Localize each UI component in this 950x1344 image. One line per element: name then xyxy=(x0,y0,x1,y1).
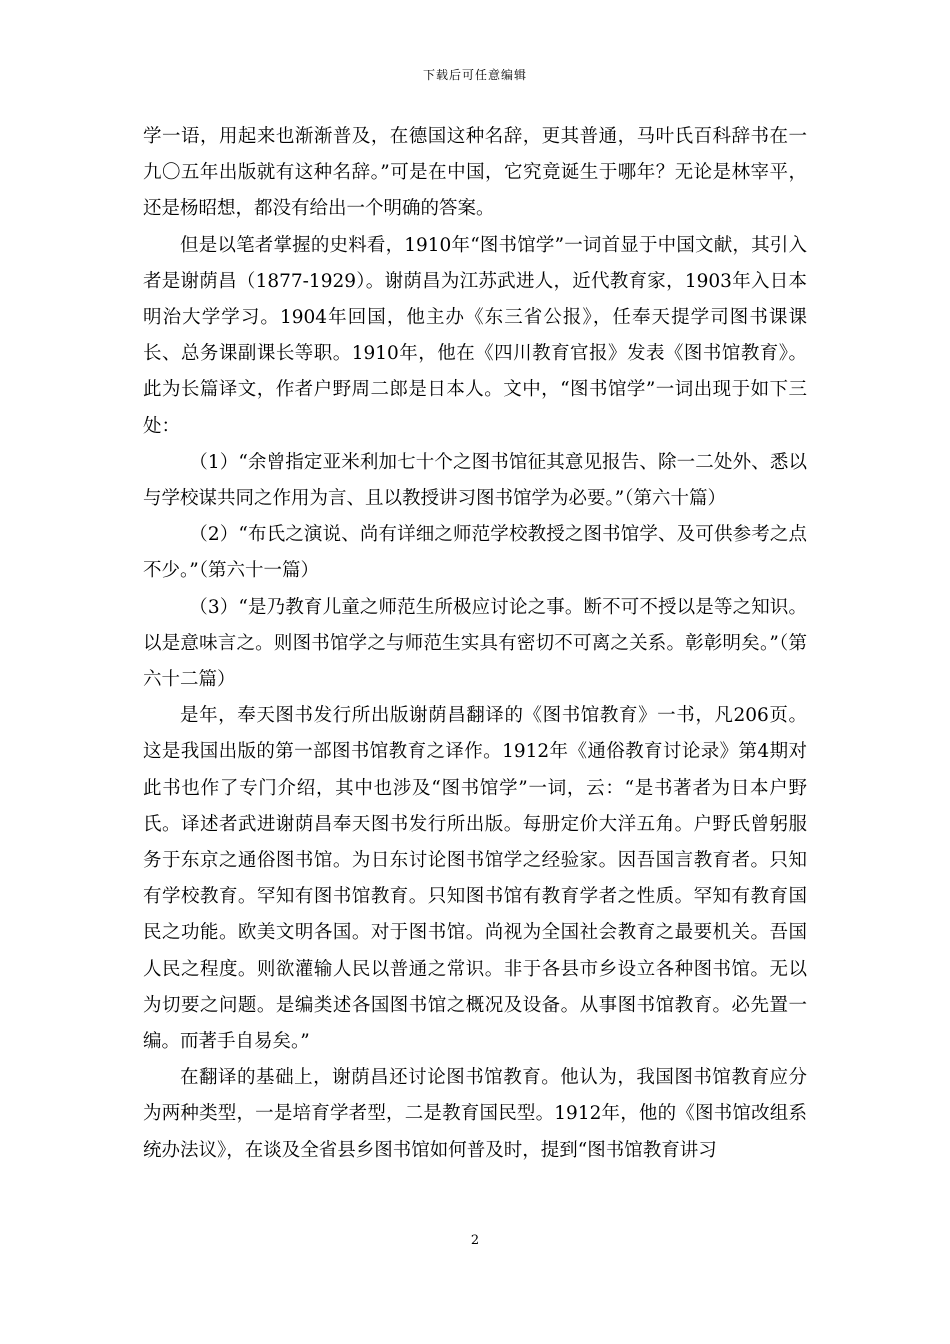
quote-paragraph-3: （3）“是乃教育儿童之师范生所极应讨论之事。断不可不授以是等之知识。以是意味言之。则图书馆学之与师范生实具有密切不可离之关系。彰彰明矣。”（第六十二篇） xyxy=(143,596,807,691)
quote-paragraph-1: （1）“余曾指定亚米利加七十个之图书馆征其意见报告、除一二处外、悉以与学校谋共同之作用为言、且以教授讲习图书馆学为必要。”（第六十篇） xyxy=(143,451,807,510)
paragraph: 是年，奉天图书发行所出版谢荫昌翻译的《图书馆教育》一书，凡206页。这是我国出版的第一部图书馆教育之译作。1912年《通俗教育讨论录》第4期对此书也作了专门介绍，其中也涉及“图书馆学”一词，云：“是书著者为日本户野氏。译述者武进谢荫昌奉天图书发行所出版。每册定价大洋五角。户野氏曾躬服务于东京之通俗图书馆。为日东讨论图书馆学之经验家。因吾国言教育者。只知有学校教育。罕知有图书馆教育。只知图书馆有教育学者之性质。罕知有教育国民之功能。欧美文明各国。对于图书馆。尚视为全国社会教育之最要机关。吾国人民之程度。则欲灌输人民以普通之常识。非于各县市乡设立各种图书馆。无以为切要之问题。是编类述各国图书馆之概况及设备。从事图书馆教育。必先置一编。而著手自易矣。” xyxy=(143,705,807,1053)
paragraph-continuation: 学一语，用起来也渐渐普及，在德国这种名辞，更其普通，马叶氏百科辞书在一九〇五年出版就有这种名辞。”可是在中国，它究竟诞生于哪年？无论是林宰平，还是杨昭想，都没有给出一个明确的答案。 xyxy=(143,126,807,220)
paragraph: 在翻译的基础上，谢荫昌还讨论图书馆教育。他认为，我国图书馆教育应分为两种类型，一是培育学者型，二是教育国民型。1912年，他的《图书馆改组系统办法议》，在谈及全省县乡图书馆如何普及时，提到“图书馆教育讲习 xyxy=(143,1067,807,1161)
quote-paragraph-2: （2）“布氏之演说、尚有详细之师范学校教授之图书馆学、及可供参考之点不少。”（第六十一篇） xyxy=(143,524,807,582)
paragraph: 但是以笔者掌握的史料看，1910年“图书馆学”一词首显于中国文献，其引入者是谢荫昌（1877-1929）。谢荫昌为江苏武进人，近代教育家，1903年入日本明治大学学习。1904年回国，他主办《东三省公报》，任奉天提学司图书课课长、总务课副课长等职。1910年，他在《四川教育官报》发表《图书馆教育》。此为长篇译文，作者户野周二郎是日本人。文中，“图书馆学”一词出现于如下三处： xyxy=(143,234,807,437)
page-number: 2 xyxy=(470,1233,480,1248)
page-header: 下载后可任意编辑 xyxy=(422,68,527,82)
document-body xyxy=(143,119,807,1169)
